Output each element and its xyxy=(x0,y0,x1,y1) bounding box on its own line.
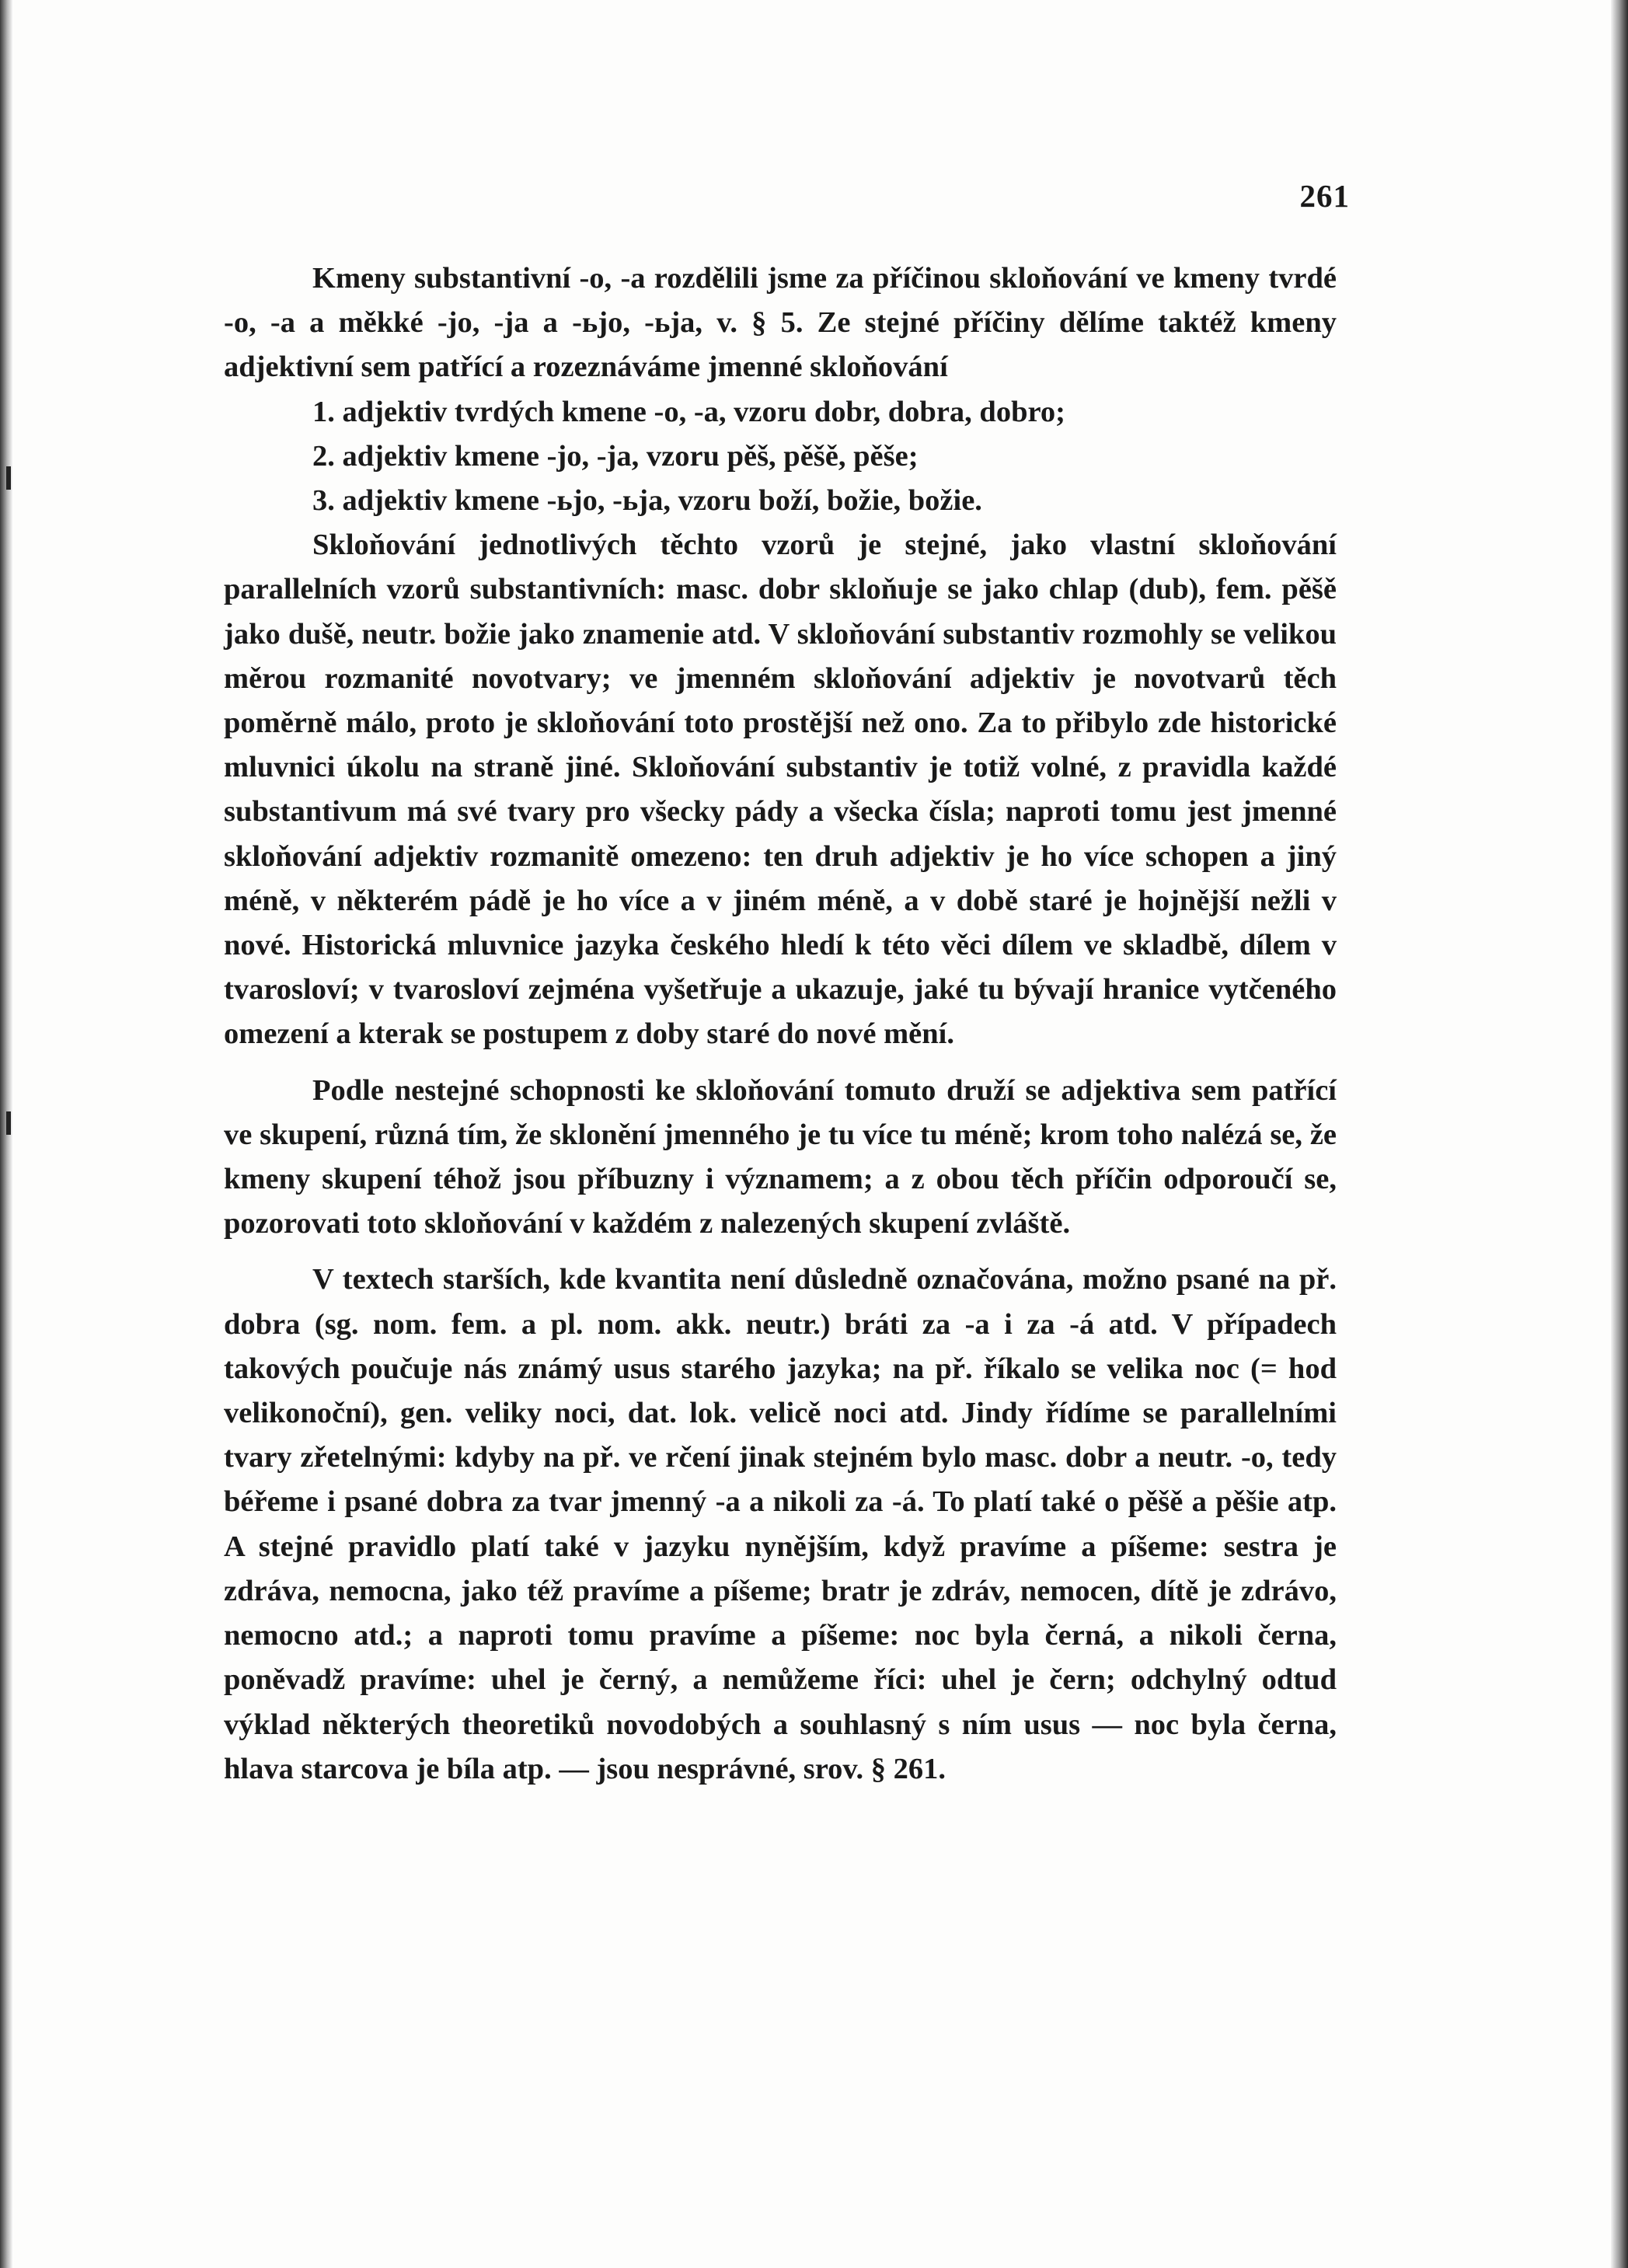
page-right-edge xyxy=(1611,0,1628,2268)
margin-mark xyxy=(6,1111,11,1135)
list-item: 2. adjektiv kmene -jo, -ja, vzoru pěš, pěšě, pěše; xyxy=(312,439,919,473)
margin-mark xyxy=(6,466,11,490)
list-item: 3. adjektiv kmene -ьjo, -ьja, vzoru boží, božie, božie. xyxy=(312,484,982,518)
paragraph-groups: Podle nestejné schopnosti ke skloňování tomuto druží se adjektiva sem patřící ve skupení, různá tím, že sklonění jmenného je tu více tu méně; krom toho nalézá se, že kmeny skupení téhož jsou příbuzny i významem; a z obou těch příčin odporoučí se, pozorovati toto skloňování v každém z nalezených skupení zvláště. xyxy=(224,1073,1337,1240)
list-item: 1. adjektiv tvrdých kmene -o, -a, vzoru dobr, dobra, dobro; xyxy=(312,395,1065,428)
page-number: 261 xyxy=(1299,178,1350,214)
declension-list xyxy=(224,390,1337,524)
paragraph-declension-comparison: Skloňování jednotlivých těchto vzorů je stejné, jako vlastní skloňování parallelních vzorů substantivních: masc. dobr skloňuje se jako chlap (dub), fem. pěšě jako dušě, neutr. božie jako znamenie atd. V skloňování substantiv rozmohly se velikou měrou rozmanité novotvary; ve jmenném skloňování adjektiv je novotvarů těch poměrně málo, proto je skloňování toto prostější než ono. Za to přibylo zde historické mluvnici úkolu na straně jiné. Skloňování substantiv je totiž volné, z pravidla každé substantivum má své tvary pro všecky pády a všecka čísla; naproti tomu jest jmenné skloňování adjektiv rozmanitě omezeno: ten druh adjektiv je ho více schopen a jiný méně, v některém pádě je ho více a v jiném méně, a v době staré je hojnější nežli v nové. Historická mluvnice jazyka českého hledí k této věci dílem ve skladbě, dílem v tvarosloví; v tvarosloví zejména vyšetřuje a ukazuje, jaké tu bývají hranice vytčeného omezení a kterak se postupem z doby staré do nové mění. xyxy=(224,529,1337,1051)
paragraph-older-texts: V textech starších, kde kvantita není důsledně označována, možno psané na př. dobra (sg. nom. fem. a pl. nom. akk. neutr.) bráti za -a i za -á atd. V případech takových poučuje nás známý usus starého jazyka; na př. říkalo se velika noc (= hod velikonoční), gen. veliky noci, dat. lok. velicě noci atd. Jindy řídíme se parallelními tvary zřetelnými: kdyby na př. ve rčení jinak stejném bylo masc. dobr a neutr. -o, tedy béřeme i psané dobra za tvar jmenný -a a nikoli za -á. To platí také o pěšě a pěšie atp. A stejné pravidlo platí také v jazyku nynějším, když pravíme a píšeme: sestra je zdráva, nemocna, jako též pravíme a píšeme; bratr je zdráv, nemocen, dítě je zdrávo, nemocno atd.; a naproti tomu pravíme a píšeme: noc byla černá, a nikoli černa, poněvadž pravíme: uhel je černý, a nemůžeme říci: uhel je čern; odchylný odtud výklad některých theoretiků novodobých a souhlasný s ním usus — noc byla černa, hlava starcova je bíla atp. — jsou nesprávné, srov. § 261. xyxy=(224,1263,1337,1785)
body-text xyxy=(224,256,1337,1792)
paragraph-stem-division: Kmeny substantivní -o, -a rozdělili jsme za příčinou skloňování ve kmeny tvrdé -o, -a a měkké -jo, -ja a -ьjo, -ьja, v. § 5. Ze stejné příčiny dělíme taktéž kmeny adjektivní sem patřící a rozeznáváme jmenné skloňování xyxy=(224,262,1337,384)
